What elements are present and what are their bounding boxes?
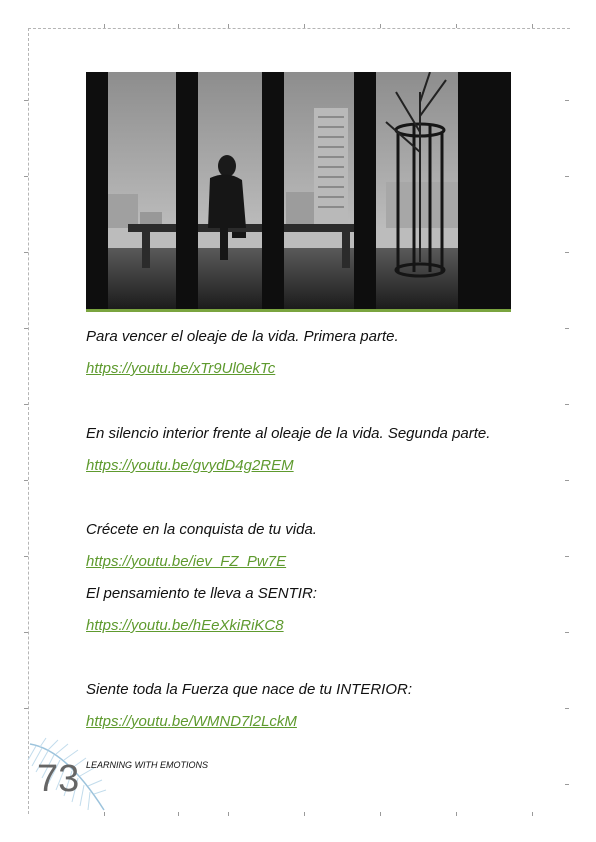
page-frame-left — [28, 28, 29, 814]
item-title-3: Crécete en la conquista de tu vida. — [86, 521, 317, 538]
item-link-5[interactable]: https://youtu.be/WMND7l2LckM — [86, 713, 297, 730]
item-link-1[interactable]: https://youtu.be/xTr9Ul0ekTc — [86, 360, 276, 377]
item-title-1: Para vencer el oleaje de la vida. Primera parte. — [86, 328, 399, 345]
header-photo — [86, 72, 511, 309]
footer-title: LEARNING WITH EMOTIONS — [86, 760, 209, 770]
item-link-2[interactable]: https://youtu.be/gvydD4g2REM — [86, 457, 294, 474]
item-link-4[interactable]: https://youtu.be/hEeXkiRiKC8 — [86, 617, 284, 634]
fence-scene-illustration — [86, 72, 511, 309]
page-number: 73 — [37, 758, 80, 800]
item-title-4: El pensamiento te lleva a SENTIR: — [86, 585, 317, 602]
photo-underline-rule — [86, 309, 511, 312]
item-title-2: En silencio interior frente al oleaje de la vida. Segunda parte. — [86, 425, 491, 442]
item-link-3[interactable]: https://youtu.be/iev_FZ_Pw7E — [86, 553, 287, 570]
item-title-5: Siente toda la Fuerza que nace de tu INTERIOR: — [86, 681, 413, 698]
page-frame-top — [28, 28, 570, 29]
